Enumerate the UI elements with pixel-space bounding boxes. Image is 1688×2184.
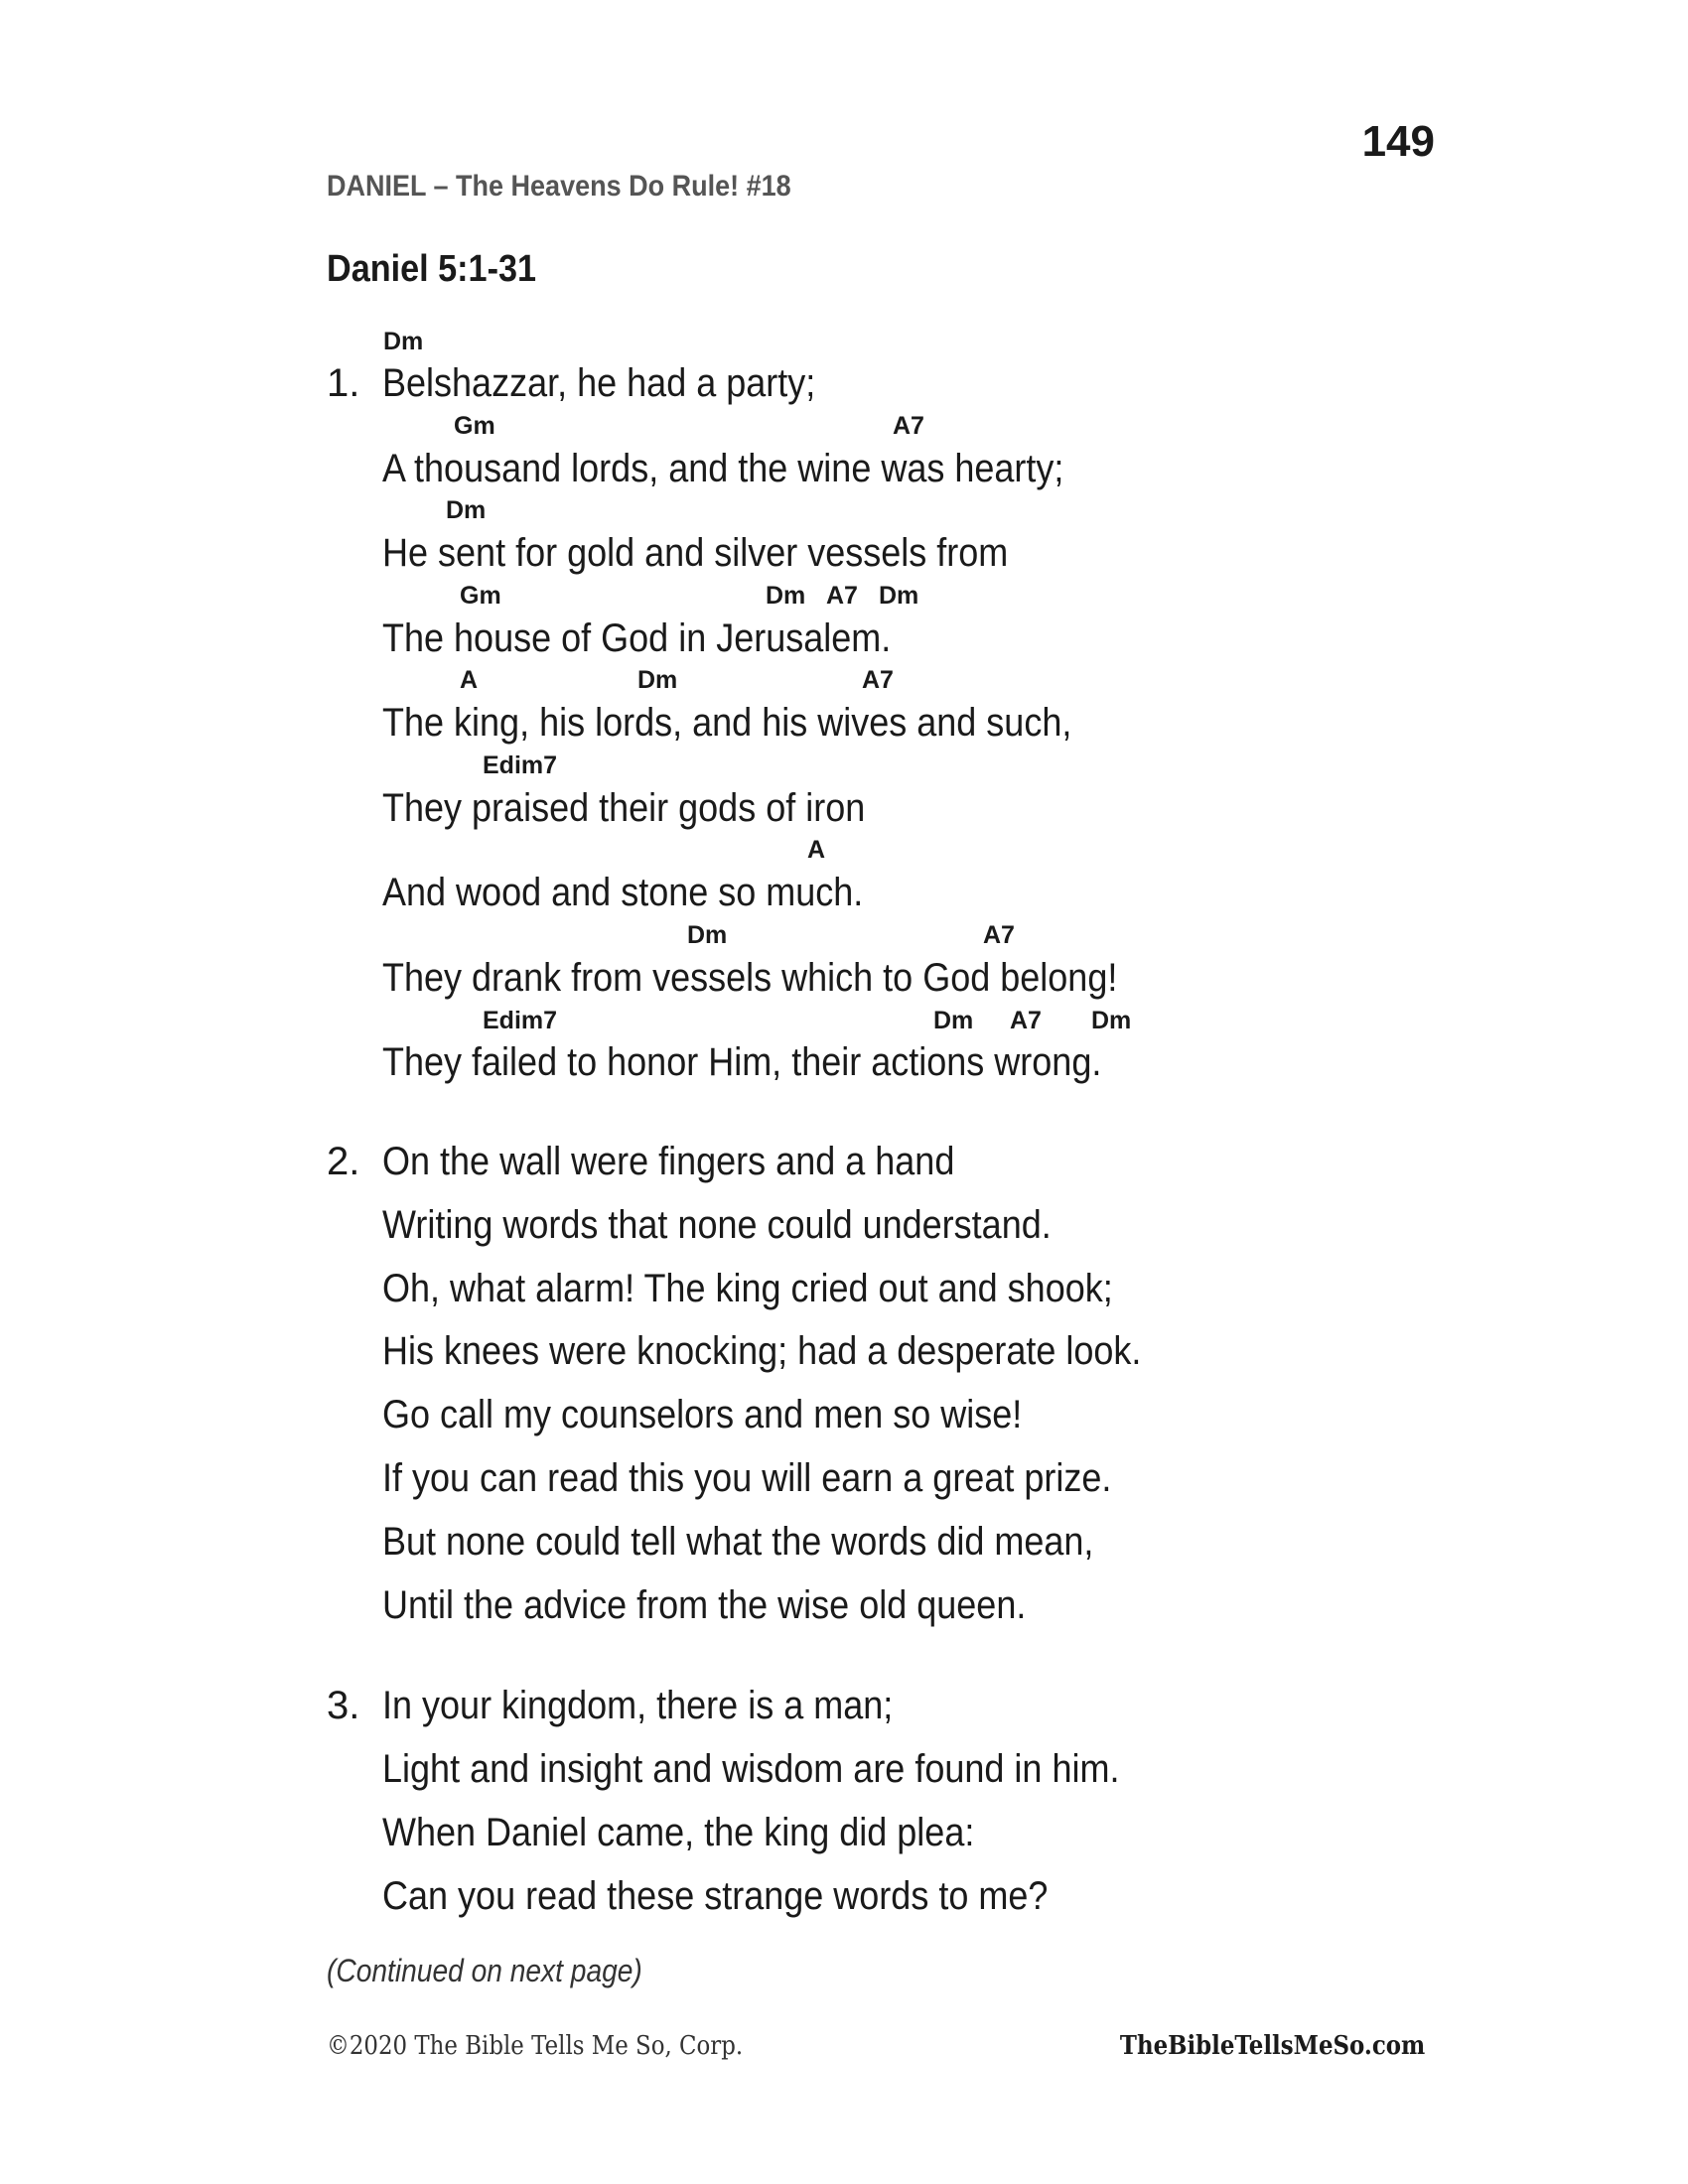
chord: A7 bbox=[983, 921, 1015, 949]
lyric-line: In your kingdom, there is a man; bbox=[382, 1684, 894, 1727]
scripture-reference: Daniel 5:1-31 bbox=[327, 248, 537, 290]
lyric-line: They drank from vessels which to God belong! bbox=[382, 956, 1118, 1000]
verse-number: 1. bbox=[327, 361, 360, 405]
lyric-line: Oh, what alarm! The king cried out and shook; bbox=[382, 1267, 1113, 1310]
lyric-line: On the wall were fingers and a hand bbox=[382, 1140, 955, 1183]
lyric-line: Writing words that none could understand. bbox=[382, 1203, 1052, 1247]
chord: A bbox=[460, 666, 479, 694]
lyric-line: They praised their gods of iron bbox=[382, 786, 866, 830]
song-header: DANIEL – The Heavens Do Rule! #18 bbox=[327, 170, 791, 203]
page-number: 149 bbox=[1361, 117, 1435, 166]
chord: Gm bbox=[460, 582, 501, 610]
chord: Dm bbox=[1091, 1007, 1132, 1034]
verse-number: 2. bbox=[327, 1140, 360, 1183]
lyric-line: And wood and stone so much. bbox=[382, 871, 864, 914]
chord: Dm bbox=[879, 582, 919, 610]
lyric-line: Go call my counselors and men so wise! bbox=[382, 1393, 1023, 1436]
lyric-line: But none could tell what the words did mean, bbox=[382, 1520, 1094, 1564]
lyric-line: Can you read these strange words to me? bbox=[382, 1874, 1049, 1918]
continued-note: (Continued on next page) bbox=[327, 1953, 642, 1988]
chord: Dm bbox=[687, 921, 728, 949]
chord: A7 bbox=[893, 412, 924, 440]
lyric-line: If you can read this you will earn a great prize. bbox=[382, 1456, 1112, 1500]
chord: A7 bbox=[862, 666, 894, 694]
lyric-line: They failed to honor Him, their actions wrong. bbox=[382, 1040, 1102, 1084]
lyric-line: He sent for gold and silver vessels from bbox=[382, 531, 1009, 575]
lyric-line: Belshazzar, he had a party; bbox=[382, 361, 816, 405]
chord: Edim7 bbox=[483, 751, 558, 779]
chord: Dm bbox=[383, 328, 424, 355]
chord: Dm bbox=[637, 666, 678, 694]
lyric-line: The king, his lords, and his wives and such, bbox=[382, 701, 1072, 745]
lyric-line: When Daniel came, the king did plea: bbox=[382, 1811, 975, 1854]
chord: Edim7 bbox=[483, 1007, 558, 1034]
website: TheBibleTellsMeSo.com bbox=[1119, 2031, 1425, 2061]
lyric-line: His knees were knocking; had a desperate look. bbox=[382, 1329, 1142, 1373]
chord: Dm bbox=[766, 582, 806, 610]
chord: A bbox=[807, 836, 826, 864]
chord: A7 bbox=[826, 582, 858, 610]
lyric-line: Light and insight and wisdom are found in him. bbox=[382, 1747, 1120, 1791]
lyric-line: The house of God in Jerusalem. bbox=[382, 616, 892, 660]
chord: Gm bbox=[454, 412, 495, 440]
lyric-line: A thousand lords, and the wine was hearty; bbox=[382, 447, 1064, 490]
lyric-line: Until the advice from the wise old queen. bbox=[382, 1583, 1027, 1627]
copyright: ©2020 The Bible Tells Me So, Corp. bbox=[327, 2031, 744, 2061]
chord: Dm bbox=[933, 1007, 974, 1034]
verse-number: 3. bbox=[327, 1684, 360, 1727]
chord: Dm bbox=[446, 496, 487, 524]
chord: A7 bbox=[1010, 1007, 1042, 1034]
